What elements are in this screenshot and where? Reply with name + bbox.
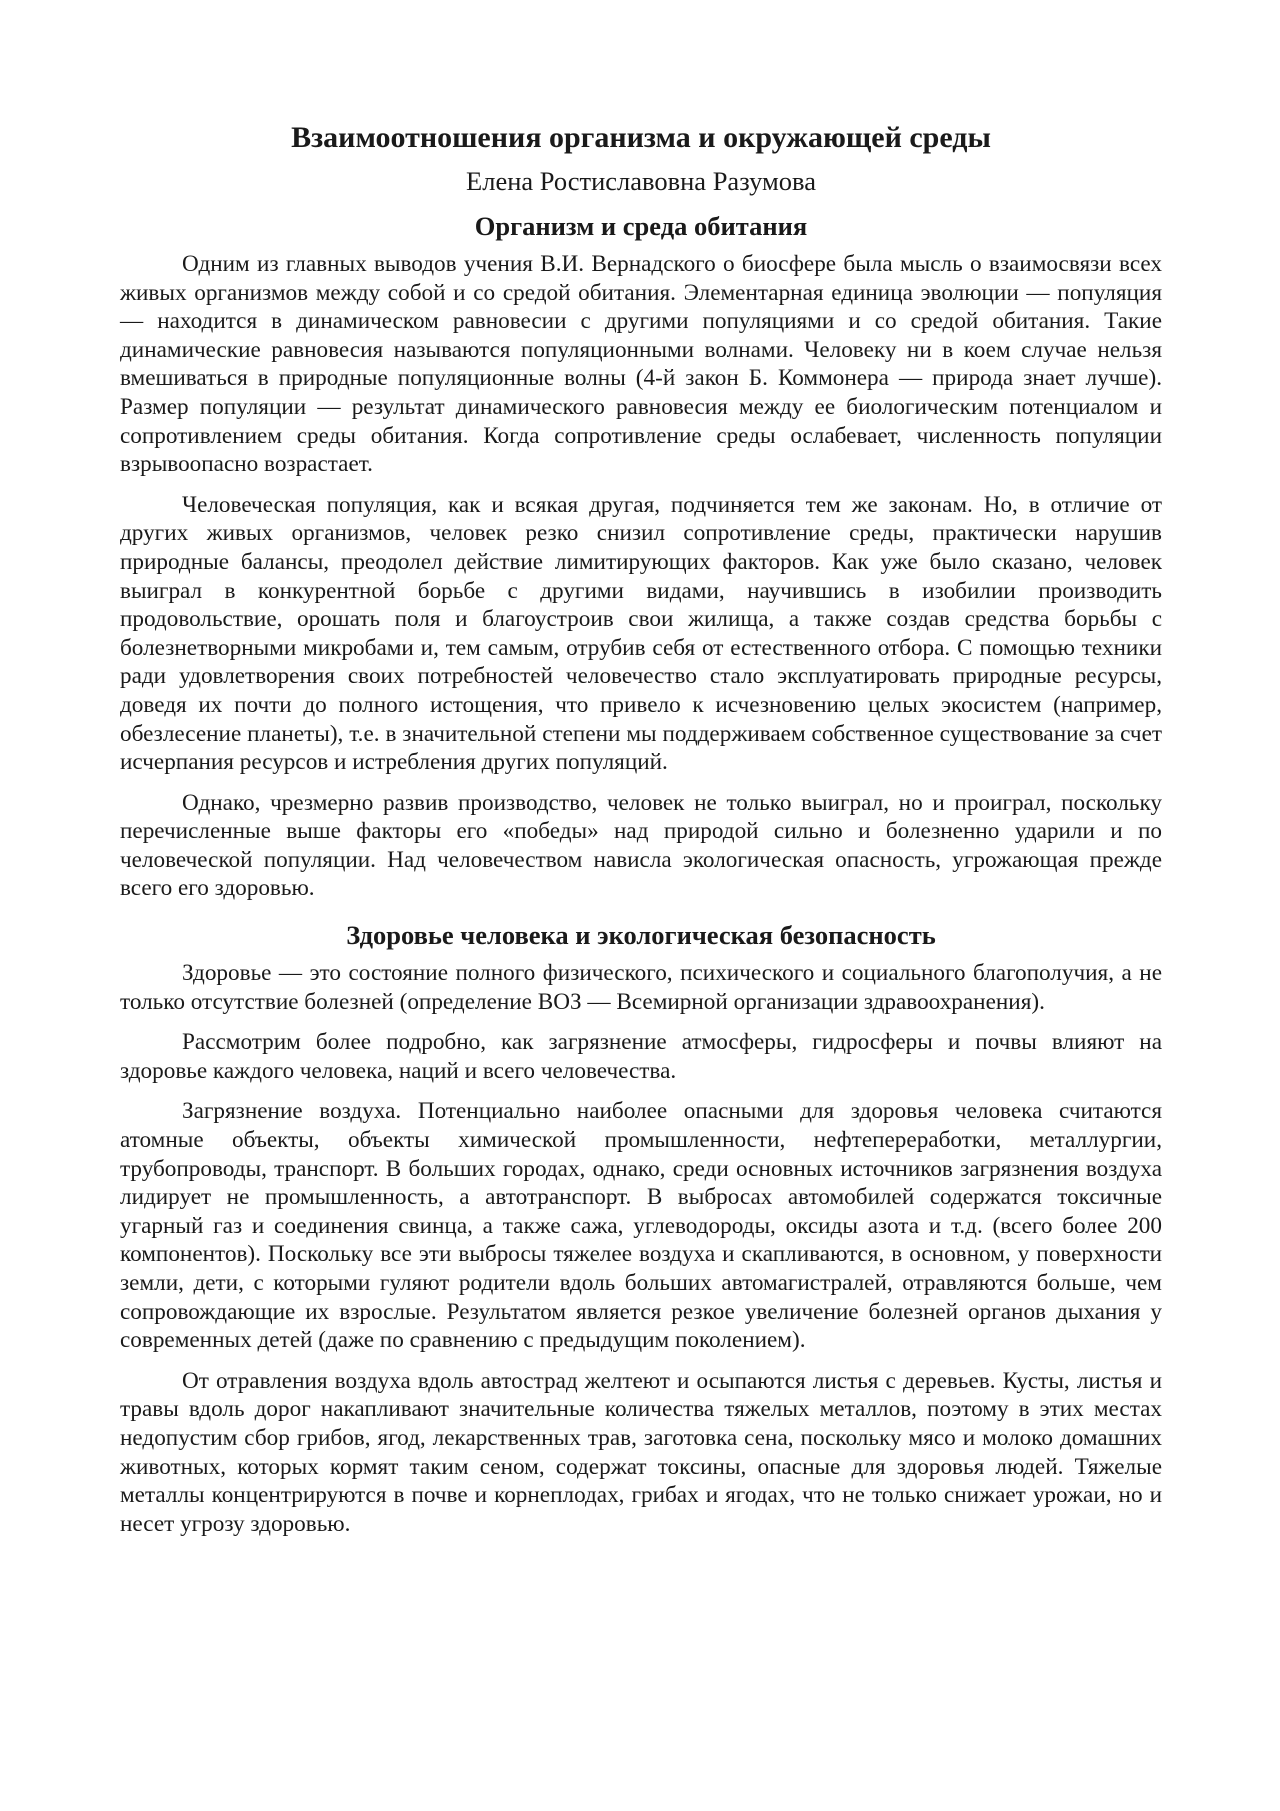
section-health-ecology xyxy=(120,915,1162,1538)
paragraph: Однако, чрезмерно развив производство, человек не только выиграл, но и проиграл, поскольку перечисленные выше факторы его «победы» над природой сильно и болезненно ударили и по человеческой популяции. Над человечеством нависла экологическая опасность, угрожающая прежде всего его здоровью. xyxy=(120,789,1162,902)
section-heading: Здоровье человека и экологическая безопасность xyxy=(346,920,936,951)
paragraph: Загрязнение воздуха. Потенциально наиболее опасными для здоровья человека считаются атомные объекты, объекты химической промышленности, нефтепереработки, металлургии, трубопроводы, транспорт. В больших городах, однако, среди основных источников загрязнения воздуха лидирует не промышленность, а автотранспорт. В выбросах автомобилей содержатся токсичные угарный газ и соединения свинца, а также сажа, углеводороды, оксиды азота и т.д. (всего более 200 компонентов). Поскольку все эти выбросы тяжелее воздуха и скапливаются, в основном, у поверхности земли, дети, с которыми гуляют родители вдоль больших автомагистралей, отравляются больше, чем сопровождающие их взрослые. Результатом является резкое увеличение болезней органов дыхания у современных детей (даже по сравнению с предыдущим поколением). xyxy=(120,1098,1162,1354)
paragraph: От отравления воздуха вдоль автострад желтеют и осыпаются листья с деревьев. Кусты, листья и травы вдоль дорог накапливают значительные количества тяжелых металлов, поэтому в этих местах недопустим сбор грибов, ягод, лекарственных трав, заготовка сена, поскольку мясо и молоко домашних животных, которых кормят таким сеном, содержат токсины, опасные для здоровья людей. Тяжелые металлы концентрируются в почве и корнеплодах, грибах и ягодах, что не только снижает урожаи, но и несет угрозу здоровью. xyxy=(120,1367,1162,1537)
section-organism-habitat xyxy=(120,206,1162,903)
paragraph: Рассмотрим более подробно, как загрязнение атмосферы, гидросферы и почвы влияют на здоровье каждого человека, наций и всего человечества. xyxy=(120,1029,1162,1084)
document-title: Взаимоотношения организма и окружающей среды xyxy=(291,121,991,154)
paragraph: Человеческая популяция, как и всякая другая, подчиняется тем же законам. Но, в отличие от других живых организмов, человек резко снизил сопротивление среды, практически нарушив природные балансы, преодолел действие лимитирующих факторов. Как уже было сказано, человек выиграл в конкурентной борьбе с другими видами, научившись в изобилии производить продовольствие, орошать поля и благоустроив свои жилища, а также создав средства борьбы с болезнетворными микробами и, тем самым, отрубив себя от естественного отбора. С помощью техники ради удовлетворения своих потребностей человечество стало эксплуатировать природные ресурсы, доведя их почти до полного истощения, что привело к исчезновению целых экосистем (например, обезлесение планеты), т.е. в значительной степени мы поддерживаем собственное существование за счет исчерпания ресурсов и истребления других популяций. xyxy=(120,491,1162,776)
document-content xyxy=(120,118,1162,1550)
paragraph: Одним из главных выводов учения В.И. Вернадского о биосфере была мысль о взаимосвязи всех живых организмов между собой и со средой обитания. Элементарная единица эволюции — популяция — находится в динамическом равновесии с другими популяциями и со средой обитания. Такие динамические равновесия называются популяционными волнами. Человеку ни в коем случае нельзя вмешиваться в природные популяционные волны (4-й закон Б. Коммонера — природа знает лучше). Размер популяции — результат динамического равновесия между ее биологическим потенциалом и сопротивлением среды обитания. Когда сопротивление среды ослабевает, численность популяции взрывоопасно возрастает. xyxy=(120,251,1162,478)
section-heading: Организм и среда обитания xyxy=(474,211,808,241)
document-author: Елена Ростиславовна Разумова xyxy=(466,166,816,196)
paragraph: Здоровье — это состояние полного физического, психического и социального благополучия, а не только отсутствие болезней (определение ВОЗ — Всемирной организации здравоохранения). xyxy=(120,960,1162,1015)
